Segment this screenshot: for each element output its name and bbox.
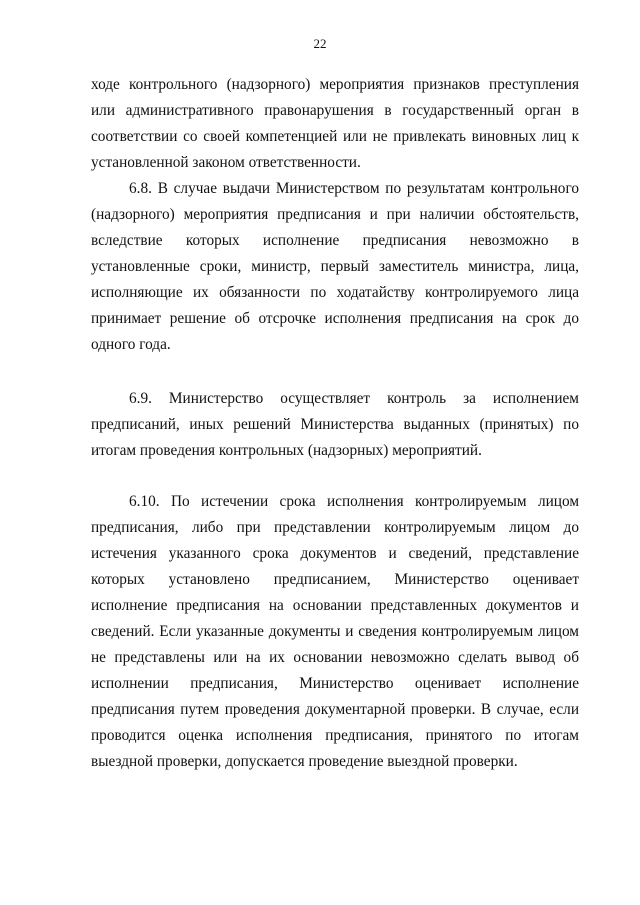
page-number: 22	[313, 36, 327, 51]
paragraph-6-10: 6.10. По истечении срока исполнения контролируемым лицом предписания, либо при представлении контролируемым лицом до истечения указанного срока документов и сведений, представление которых установлено предписанием, Министерство оценивает исполнение предписания на основании представленных документов и сведений. Если указанные документы и сведения контролируемым лицом не представлены или на их основании невозможно сделать вывод об исполнении предписания, Министерство оценивает исполнение предписания путем проведения документарной проверки. В случае, если проводится оценка исполнения предписания, принятого по итогам выездной проверки, допускается проведение выездной проверки.	[91, 493, 579, 770]
paragraph-6-8: 6.8. В случае выдачи Министерством по результатам контрольного (надзорного) мероприятия предписания и при наличии обстоятельств, вследствие которых исполнение предписания невозможно в установленные сроки, министр, первый заместитель министра, лица, исполняющие их обязанности по ходатайству контролируемого лица принимает решение об отсрочке исполнения предписания на срок до одного года.	[91, 180, 579, 353]
text-block-bottom	[91, 489, 579, 775]
text-block-middle	[91, 386, 579, 464]
paragraph-continuation: ходе контрольного (надзорного) мероприятия признаков преступления или административного правонарушения в государственный орган в соответствии со своей компетенцией или не привлекать виновных лиц к установленной законом ответственности.	[91, 76, 579, 171]
paragraph-6-9: 6.9. Министерство осуществляет контроль за исполнением предписаний, иных решений Министерства выданных (принятых) по итогам проведения контрольных (надзорных) мероприятий.	[91, 390, 579, 459]
text-block-top	[91, 72, 579, 358]
